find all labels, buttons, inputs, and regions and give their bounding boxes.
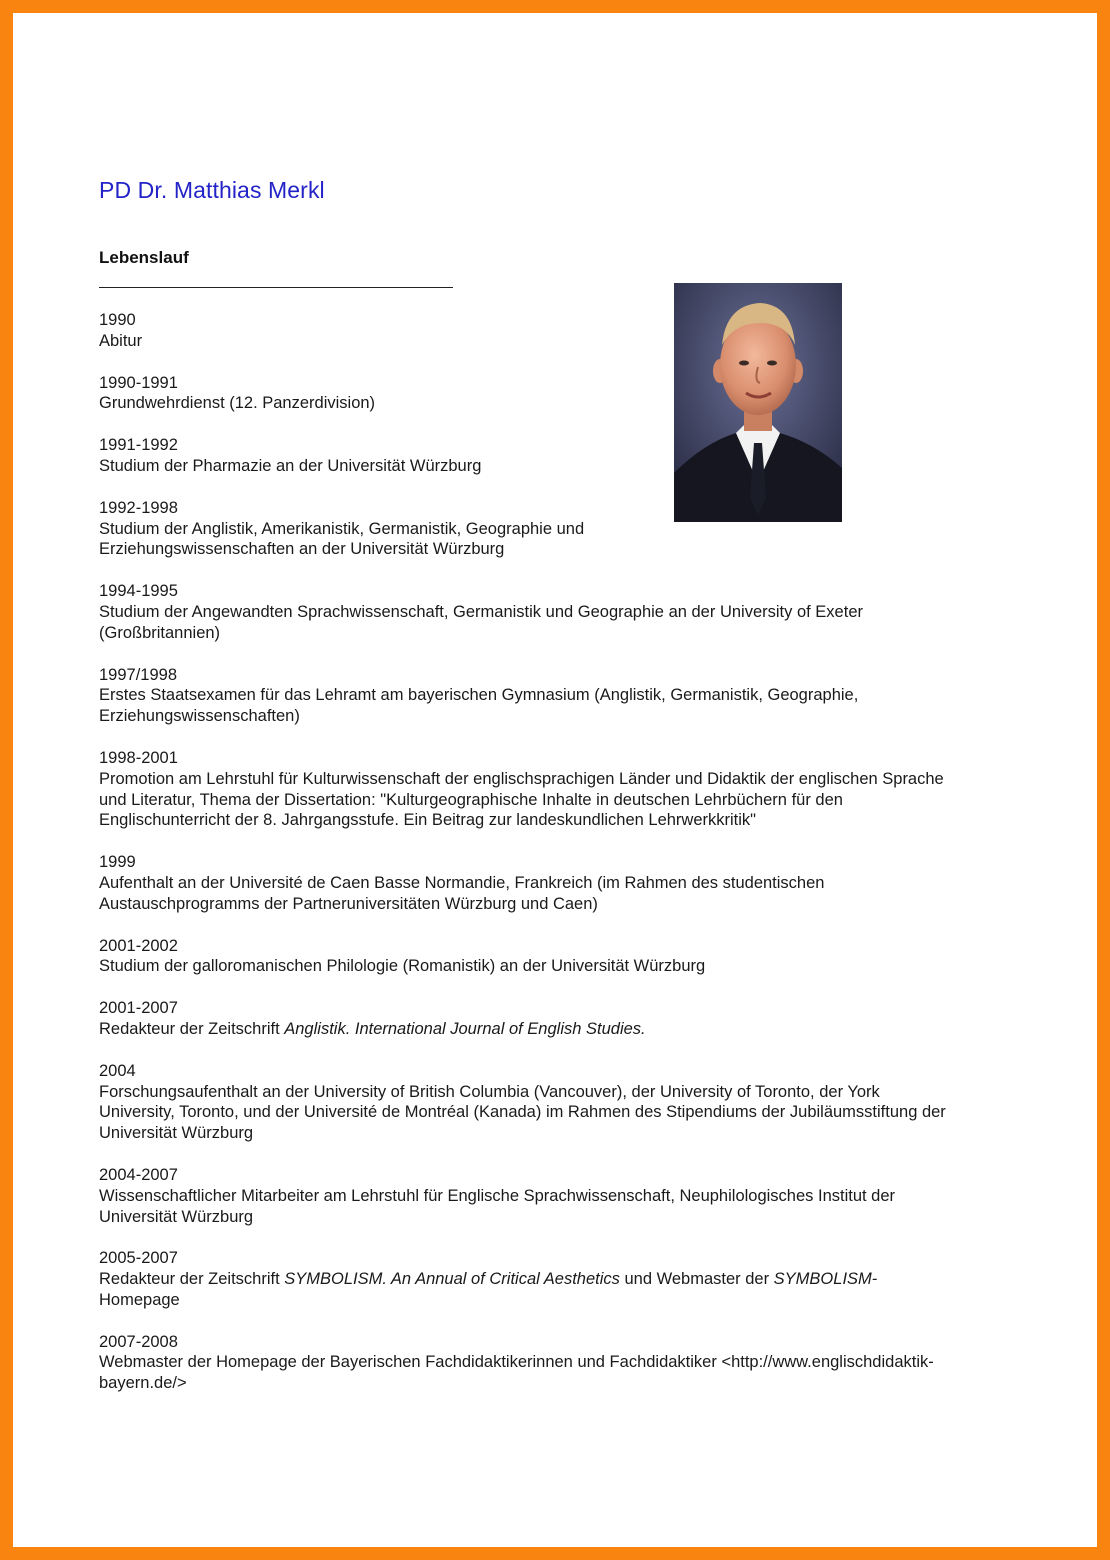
entry-text-line: und Literatur, Thema der Dissertation: "Kulturgeographische Inhalte in deutschen Lehrbüchern für den bbox=[99, 790, 843, 809]
entry-text-prefix: Redakteur der Zeitschrift bbox=[99, 1019, 285, 1038]
cv-entry bbox=[99, 748, 1049, 831]
entry-text-line: Erziehungswissenschaften) bbox=[99, 707, 300, 726]
entry-text-line: Universität Würzburg bbox=[99, 1207, 254, 1226]
cv-entry bbox=[99, 1165, 1049, 1227]
entry-text-line: Erstes Staatsexamen für das Lehramt am bayerischen Gymnasium (Anglistik, Germanistik, Geographie, bbox=[99, 686, 859, 705]
entry-year: 2005-2007 bbox=[99, 1249, 178, 1268]
journal-title: Anglistik. International Journal of English Studies. bbox=[284, 1019, 646, 1038]
cv-entry bbox=[99, 665, 1049, 727]
entry-text: Grundwehrdienst (12. Panzerdivision) bbox=[99, 394, 376, 413]
cv-entry bbox=[99, 373, 1049, 415]
entry-year: 1992-1998 bbox=[99, 498, 178, 517]
cv-entry bbox=[99, 498, 1049, 560]
cv-entry bbox=[99, 936, 1049, 978]
cv-entry bbox=[99, 1248, 1049, 1310]
entry-year: 1998-2001 bbox=[99, 748, 178, 767]
cv-entry bbox=[99, 581, 1049, 643]
entry-year: 2004 bbox=[99, 1061, 136, 1080]
section-heading: Lebenslauf bbox=[99, 248, 189, 267]
entry-text: Studium der Pharmazie an der Universität Würzburg bbox=[99, 456, 482, 475]
entry-text-line: Englischunterricht der 8. Jahrgangsstufe. Ein Beitrag zur landeskundlichen Lehrwerkkritik" bbox=[99, 811, 757, 830]
entry-text-line: Webmaster der Homepage der Bayerischen Fachdidaktikerinnen und Fachdidaktiker <http://www.englischdidaktik- bbox=[99, 1353, 934, 1372]
entry-year: 1997/1998 bbox=[99, 665, 177, 684]
entry-year: 1994-1995 bbox=[99, 582, 178, 601]
entry-text-line: Promotion am Lehrstuhl für Kulturwissenschaft der englischsprachigen Länder und Didaktik der englischen Sprache bbox=[99, 769, 944, 788]
entry-text: Abitur bbox=[99, 331, 143, 350]
cv-entry bbox=[99, 852, 1049, 914]
journal-title: SYMBOLISM. An Annual of Critical Aesthetics bbox=[284, 1270, 620, 1289]
entry-text-line: bayern.de/> bbox=[99, 1374, 187, 1393]
entry-text-line: Studium der Angewandten Sprachwissenschaft, Germanistik und Geographie an der University of Exeter bbox=[99, 602, 863, 621]
entry-text-line: Austauschprogramms der Partneruniversitäten Würzburg und Caen) bbox=[99, 894, 598, 913]
entry-year: 1991-1992 bbox=[99, 436, 178, 455]
entry-text bbox=[99, 1019, 1049, 1040]
entry-year: 1990 bbox=[99, 311, 136, 329]
page-title: PD Dr. Matthias Merkl bbox=[99, 177, 325, 203]
entry-text-line: Universität Würzburg bbox=[99, 1124, 254, 1143]
entry-year: 1999 bbox=[99, 853, 136, 872]
entry-text: Studium der galloromanischen Philologie (Romanistik) an der Universität Würzburg bbox=[99, 957, 706, 976]
entry-year: 2001-2002 bbox=[99, 936, 178, 955]
entry-text-line: Studium der Anglistik, Amerikanistik, Germanistik, Geographie und bbox=[99, 519, 585, 538]
cv-entry bbox=[99, 435, 1049, 477]
cv-entry bbox=[99, 310, 1049, 352]
cv-entry bbox=[99, 998, 1049, 1040]
entry-text-line: Erziehungswissenschaften an der Universität Würzburg bbox=[99, 540, 505, 559]
heading-divider bbox=[99, 287, 453, 288]
cv-entry bbox=[99, 1061, 1049, 1144]
cv-entries bbox=[99, 310, 1049, 1415]
entry-text-line: Aufenthalt an der Université de Caen Basse Normandie, Frankreich (im Rahmen des studentischen bbox=[99, 873, 825, 892]
entry-text-line: (Großbritannien) bbox=[99, 623, 221, 642]
entry-year: 2007-2008 bbox=[99, 1332, 178, 1351]
entry-text-middle: und Webmaster der bbox=[619, 1270, 774, 1289]
entry-text-line: University, Toronto, und der Université de Montréal (Kanada) im Rahmen des Stipendiums der Jubiläumsstiftung der bbox=[99, 1103, 946, 1122]
entry-text-line: Homepage bbox=[99, 1290, 180, 1309]
entry-text-line: Forschungsaufenthalt an der University of British Columbia (Vancouver), der University of Toronto, der York bbox=[99, 1082, 880, 1101]
cv-entry bbox=[99, 1332, 1049, 1394]
entry-text-prefix: Redakteur der Zeitschrift bbox=[99, 1270, 285, 1289]
entry-text-line: Wissenschaftlicher Mitarbeiter am Lehrstuhl für Englische Sprachwissenschaft, Neuphilologisches Institut der bbox=[99, 1186, 896, 1205]
entry-year: 2004-2007 bbox=[99, 1165, 178, 1184]
journal-name: SYMBOLISM- bbox=[773, 1270, 878, 1289]
entry-text bbox=[99, 1269, 1049, 1290]
entry-year: 2001-2007 bbox=[99, 999, 178, 1018]
entry-year: 1990-1991 bbox=[99, 373, 178, 392]
